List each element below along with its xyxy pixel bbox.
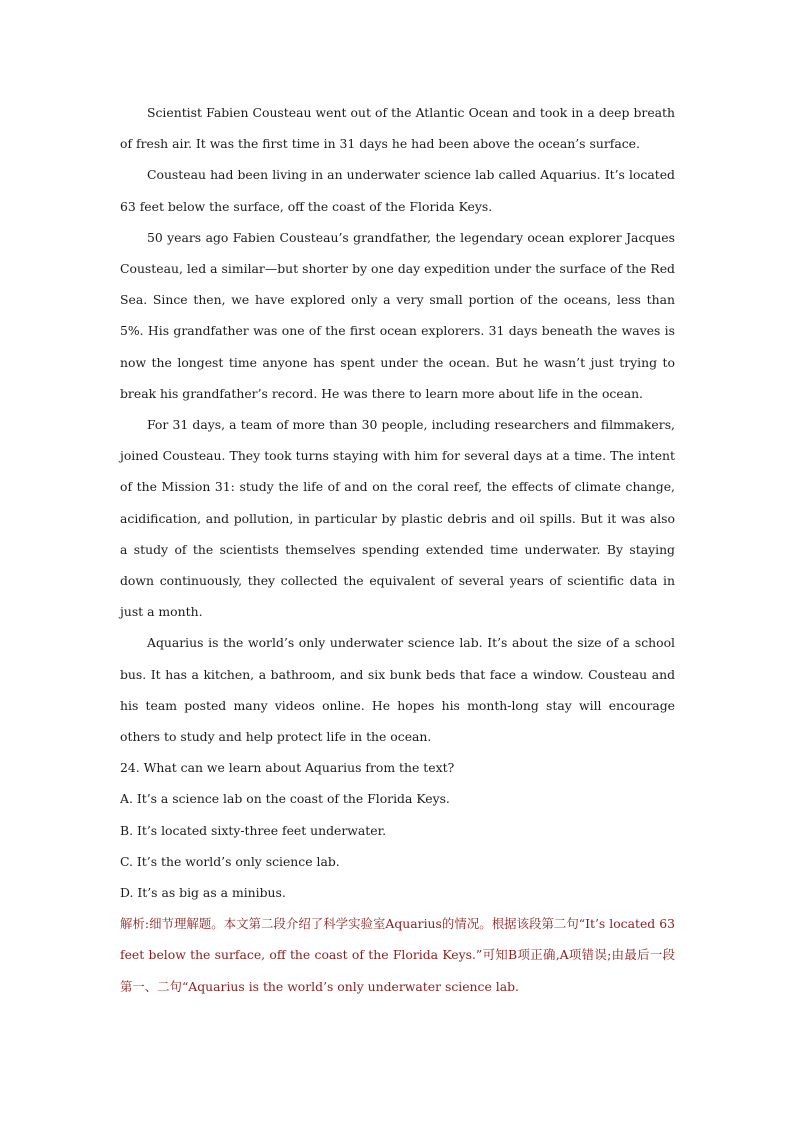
passage-paragraph-2: Cousteau had been living in an underwater science lab called Aquarius. It’s located 63 feet below the surface, off the coast of the Florida Keys. <box>120 167 675 214</box>
option-b: B. It’s located sixty-three feet underwater. <box>120 822 387 838</box>
question-stem: 24. What can we learn about Aquarius from the text? <box>120 760 455 776</box>
passage-paragraph-4: For 31 days, a team of more than 30 people, including researchers and filmmakers, joined Cousteau. They took turns staying with him for several days at a time. The intent of the Mission 31: study the life of and on the coral reef, the effects of climate change, acidification, and pollution, in particular by plastic debris and oil spills. But it was also a study of the scientists themselves spending extended time underwater. By staying down continuously, they collected the equivalent of several years of scientific data in just a month. <box>120 417 675 620</box>
passage-paragraph-1: Scientist Fabien Cousteau went out of the Atlantic Ocean and took in a deep breath of fresh air. It was the first time in 31 days he had been above the ocean’s surface. <box>120 105 675 152</box>
answer-analysis: 解析:细节理解题。本文第二段介绍了科学实验室Aquarius的情况。根据该段第二句“It’s located 63 feet below the surface, off the coast of the Florida Keys.”可知B项正确,A项错误;由最后一段第一、二句“Aquarius is the world’s only underwater science lab. <box>120 916 675 994</box>
document-page <box>120 97 675 1002</box>
option-d: D. It’s as big as a minibus. <box>120 885 286 901</box>
option-a: A. It’s a science lab on the coast of the Florida Keys. <box>120 791 450 807</box>
option-c: C. It’s the world’s only science lab. <box>120 853 340 869</box>
passage-paragraph-3: 50 years ago Fabien Cousteau’s grandfather, the legendary ocean explorer Jacques Cousteau, led a similar—but shorter by one day expedition under the surface of the Red Sea. Since then, we have explored only a very small portion of the oceans, less than 5%. His grandfather was one of the first ocean explorers. 31 days beneath the waves is now the longest time anyone has spent under the ocean. But he wasn’t just trying to break his grandfather’s record. He was there to learn more about life in the ocean. <box>120 229 675 401</box>
passage-paragraph-5: Aquarius is the world’s only underwater science lab. It’s about the size of a school bus. It has a kitchen, a bathroom, and six bunk beds that face a window. Cousteau and his team posted many videos online. He hopes his month-long stay will encourage others to study and help protect life in the ocean. <box>120 635 675 745</box>
